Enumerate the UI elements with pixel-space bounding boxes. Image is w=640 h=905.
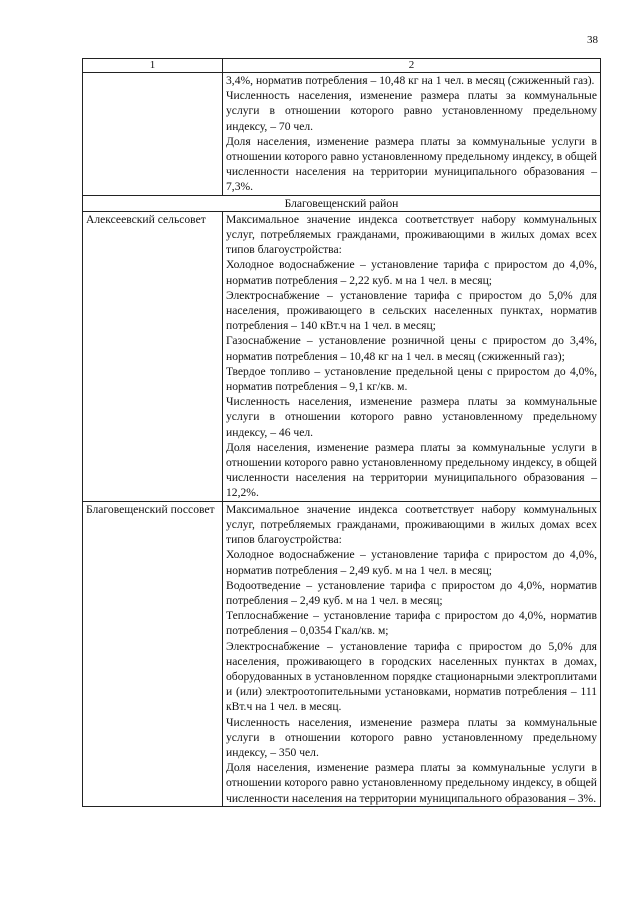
section-row [83, 195, 601, 211]
page-number: 38 [587, 34, 598, 46]
paragraph: Электроснабжение – установление тарифа с приростом до 5,0% для населения, проживающего в сельских населенных пунктах, норматив потребления – 140 кВт.ч на 1 чел. в месяц; [226, 288, 597, 333]
paragraph: Холодное водоснабжение – установление тарифа с приростом до 4,0%, норматив потребления – 2,49 куб. м на 1 чел. в месяц; [226, 548, 597, 577]
municipality-cell-empty [83, 73, 223, 196]
paragraph: Численность населения, изменение размера платы за коммунальные услуги в отношении которого равно установленному предельному индексу, – 70 чел. [226, 89, 597, 133]
municipality-name: Благовещенский поссовет [83, 501, 223, 806]
table-row [83, 211, 601, 501]
column-header-1: 1 [83, 59, 223, 73]
paragraph: Доля населения, изменение размера платы за коммунальные услуги в отношении которого равно установленному предельному индексу, в общей численности населения на территории муниципального образования – 7,3%. [226, 134, 597, 194]
paragraph: Холодное водоснабжение – установление тарифа с приростом до 4,0%, норматив потребления – 2,22 куб. м на 1 чел. в месяц; [226, 258, 597, 287]
description-cell [223, 501, 601, 806]
paragraph: Водоотведение – установление тарифа с приростом до 4,0%, норматив потребления – 2,49 куб. м на 1 чел. в месяц; [226, 578, 597, 607]
paragraph: Численность населения, изменение размера платы за коммунальные услуги в отношении которого равно установленному предельному индексу, – 350 чел. [226, 715, 597, 759]
paragraph: Доля населения, изменение размера платы за коммунальные услуги в отношении которого равно установленному предельному индексу, в общей численности населения на территории муниципального образования – 12,2%. [226, 440, 597, 500]
table-row-continuation [83, 73, 601, 196]
paragraph: 3,4%, норматив потребления – 10,48 кг на 1 чел. в месяц (сжиженный газ). [226, 74, 595, 87]
municipality-name: Алексеевский сельсовет [83, 211, 223, 501]
paragraph: Максимальное значение индекса соответствует набору коммунальных услуг, потребляемых гражданами, проживающими в жилых домах всех типов благоустройства: [226, 212, 597, 257]
column-header-2: 2 [223, 59, 601, 73]
paragraph: Доля населения, изменение размера платы за коммунальные услуги в отношении которого равно установленному предельному индексу, в общей численности населения на территории муниципального образования – 3%. [226, 761, 597, 805]
table-row [83, 501, 601, 806]
paragraph: Численность населения, изменение размера платы за коммунальные услуги в отношении которого равно установленному предельному индексу, – 46 чел. [226, 395, 597, 439]
paragraph: Твердое топливо – установление предельной цены с приростом до 4,0%, норматив потребления – 9,1 кг/кв. м. [226, 364, 597, 394]
tariff-table [82, 58, 601, 807]
table-header-row [83, 59, 601, 73]
description-cell [223, 73, 601, 196]
paragraph: Электроснабжение – установление тарифа с приростом до 5,0% для населения, проживающего в городских населенных пунктах в домах, оборудованных в установленном порядке стационарными электроплитами и (или) электроотопительными установками, норматив потребления – 111 кВт.ч на 1 чел. в месяц. [226, 639, 597, 714]
description-cell [223, 211, 601, 501]
paragraph: Теплоснабжение – установление тарифа с приростом до 4,0%, норматив потребления – 0,0354 Гкал/кв. м; [226, 609, 597, 638]
paragraph: Газоснабжение – установление розничной цены с приростом до 3,4%, норматив потребления – 10,48 кг на 1 чел. в месяц (сжиженный газ); [226, 334, 597, 363]
section-title: Благовещенский район [83, 195, 601, 211]
paragraph: Максимальное значение индекса соответствует набору коммунальных услуг, потребляемых гражданами, проживающими в жилых домах всех типов благоустройства: [226, 502, 597, 547]
